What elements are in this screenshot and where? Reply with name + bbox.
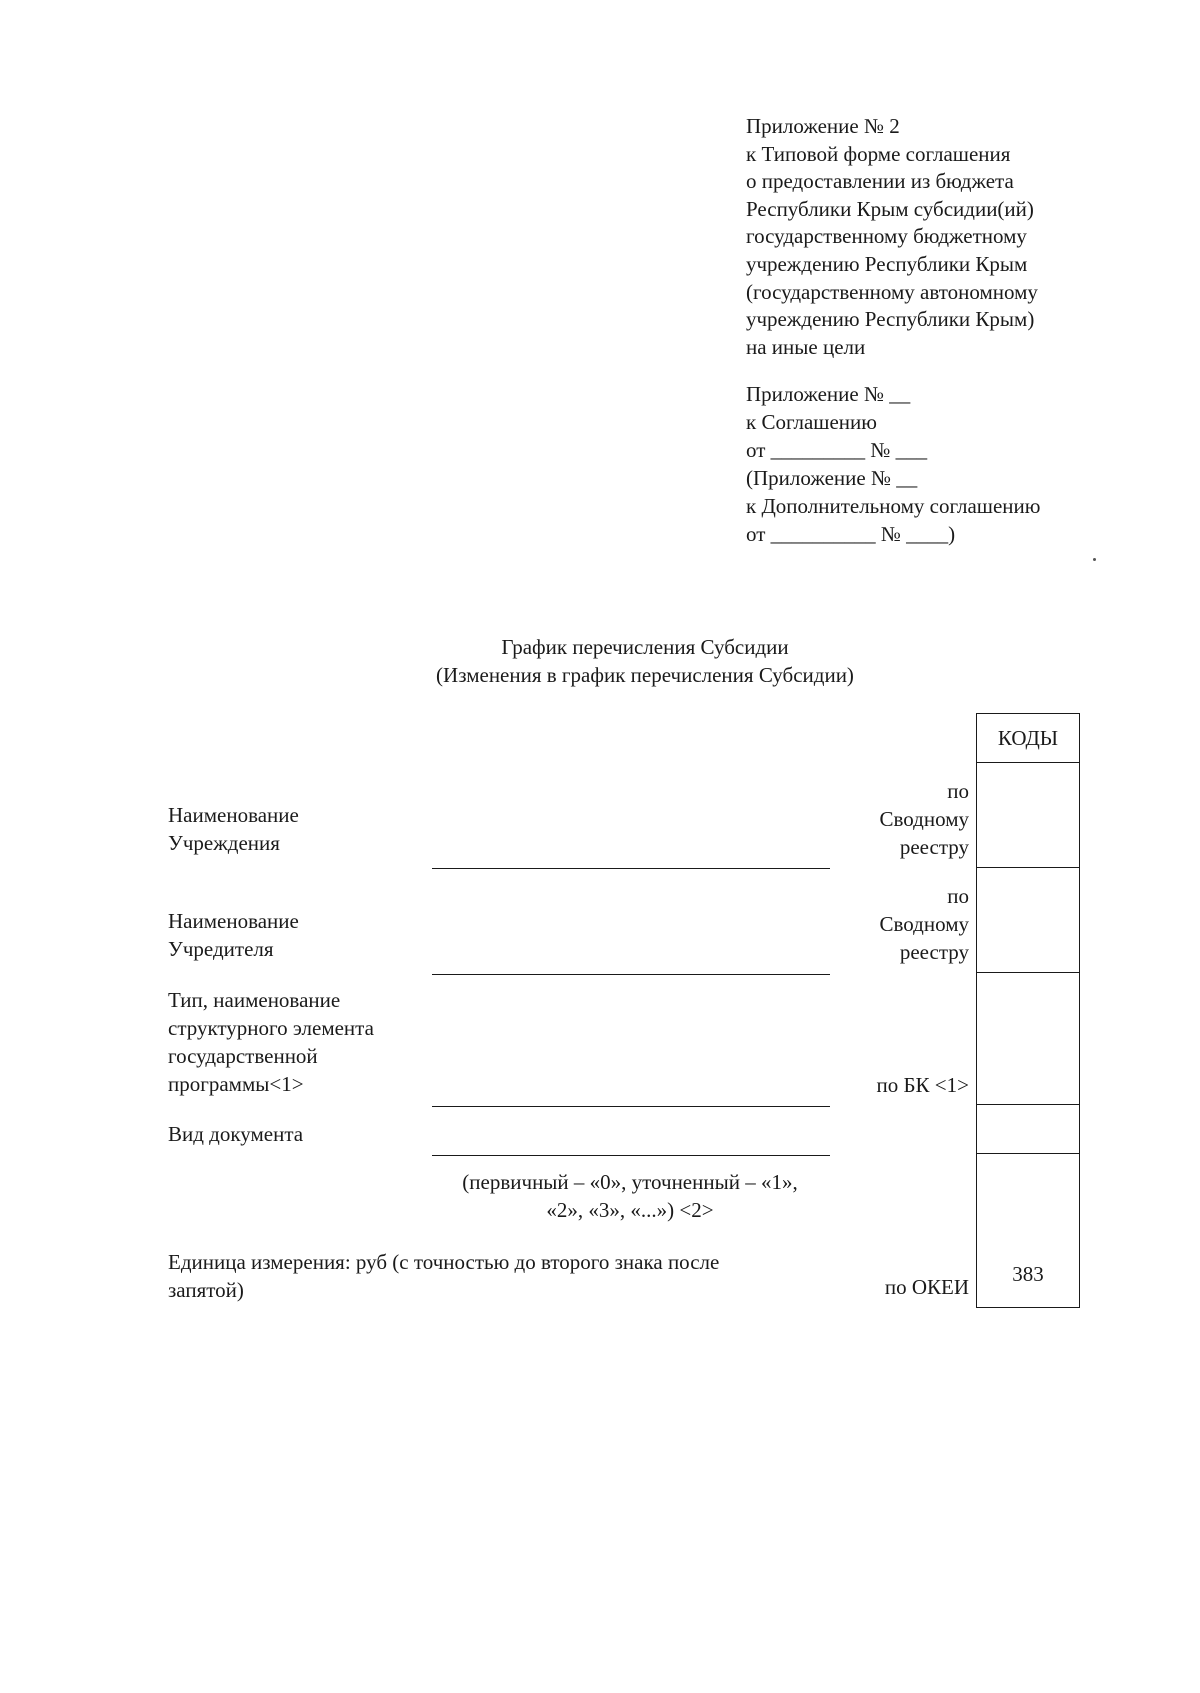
document-type-hint-line-1: (первичный – «0», уточненный – «1», — [462, 1170, 798, 1194]
institution-label-line-1: Наименование — [168, 803, 299, 827]
institution-code-label-line-1: по — [947, 779, 969, 803]
institution-label-line-2: Учреждения — [168, 831, 280, 855]
appendix-line: к Соглашению — [746, 410, 877, 434]
header-line: учреждению Республики Крым) — [746, 307, 1035, 332]
appendix-line: Приложение № __ — [746, 382, 911, 406]
institution-code-label-line-2: Сводному — [879, 807, 969, 831]
document-type-hint-line-2: «2», «3», «...») <2> — [546, 1198, 714, 1222]
header-line: учреждению Республики Крым — [746, 251, 1028, 276]
appendix-line: от _________ № ___ — [746, 438, 928, 462]
code-cell-founder[interactable] — [976, 867, 1080, 973]
header-line: Приложение № 2 — [746, 114, 900, 138]
founder-code-label-line-2: Сводному — [879, 912, 969, 936]
title-line-2: (Изменения в график перечисления Субсидии) — [436, 663, 854, 687]
appendix-line: от __________ № ____) — [746, 522, 956, 546]
codes-header-label: КОДЫ — [997, 726, 1059, 750]
appendix-line: к Дополнительному соглашению — [746, 494, 1041, 518]
founder-code-label-line-1: по — [947, 884, 969, 908]
unit-label-line-2: запятой) — [168, 1278, 244, 1302]
appendix-block — [746, 380, 1186, 548]
document-type-field[interactable] — [432, 1155, 830, 1156]
founder-name-field[interactable] — [432, 974, 830, 975]
unit-label-line-1: Единица измерения: руб (с точностью до второго знака после — [168, 1250, 720, 1274]
title-line-1: График перечисления Субсидии — [501, 635, 789, 659]
header-line: о предоставлении из бюджета — [746, 169, 1014, 194]
okei-code-value: 383 — [1012, 1262, 1044, 1286]
code-cell-okei — [976, 1153, 1080, 1308]
scan-speck — [1093, 558, 1096, 561]
institution-name-field[interactable] — [432, 868, 830, 869]
program-label-line-3: государственной — [168, 1044, 318, 1068]
institution-code-label-line-3: реестру — [899, 835, 969, 859]
okei-code-label: по ОКЕИ — [884, 1275, 969, 1299]
header-line: (государственному автономному — [746, 279, 1038, 304]
program-label-line-4: программы<1> — [168, 1072, 304, 1096]
header-line: Республики Крым субсидии(ий) — [746, 196, 1034, 221]
program-name-field[interactable] — [432, 1106, 830, 1107]
program-code-label: по БК <1> — [876, 1073, 969, 1097]
codes-header-cell — [976, 713, 1080, 763]
document-title — [0, 633, 1200, 689]
header-line: на иные цели — [746, 334, 866, 359]
document-type-label: Вид документа — [168, 1122, 304, 1146]
code-cell-institution[interactable] — [976, 762, 1080, 868]
appendix-line: (Приложение № __ — [746, 466, 918, 490]
founder-code-label-line-3: реестру — [899, 940, 969, 964]
form-header — [746, 113, 1186, 361]
program-label-line-2: структурного элемента — [168, 1016, 374, 1040]
program-label-line-1: Тип, наименование — [168, 988, 341, 1012]
code-cell-document-type[interactable] — [976, 1104, 1080, 1154]
header-line: к Типовой форме соглашения — [746, 141, 1011, 166]
code-cell-program[interactable] — [976, 972, 1080, 1105]
founder-label-line-1: Наименование — [168, 909, 299, 933]
header-line: государственному бюджетному — [746, 224, 1027, 249]
founder-label-line-2: Учредителя — [168, 937, 274, 961]
